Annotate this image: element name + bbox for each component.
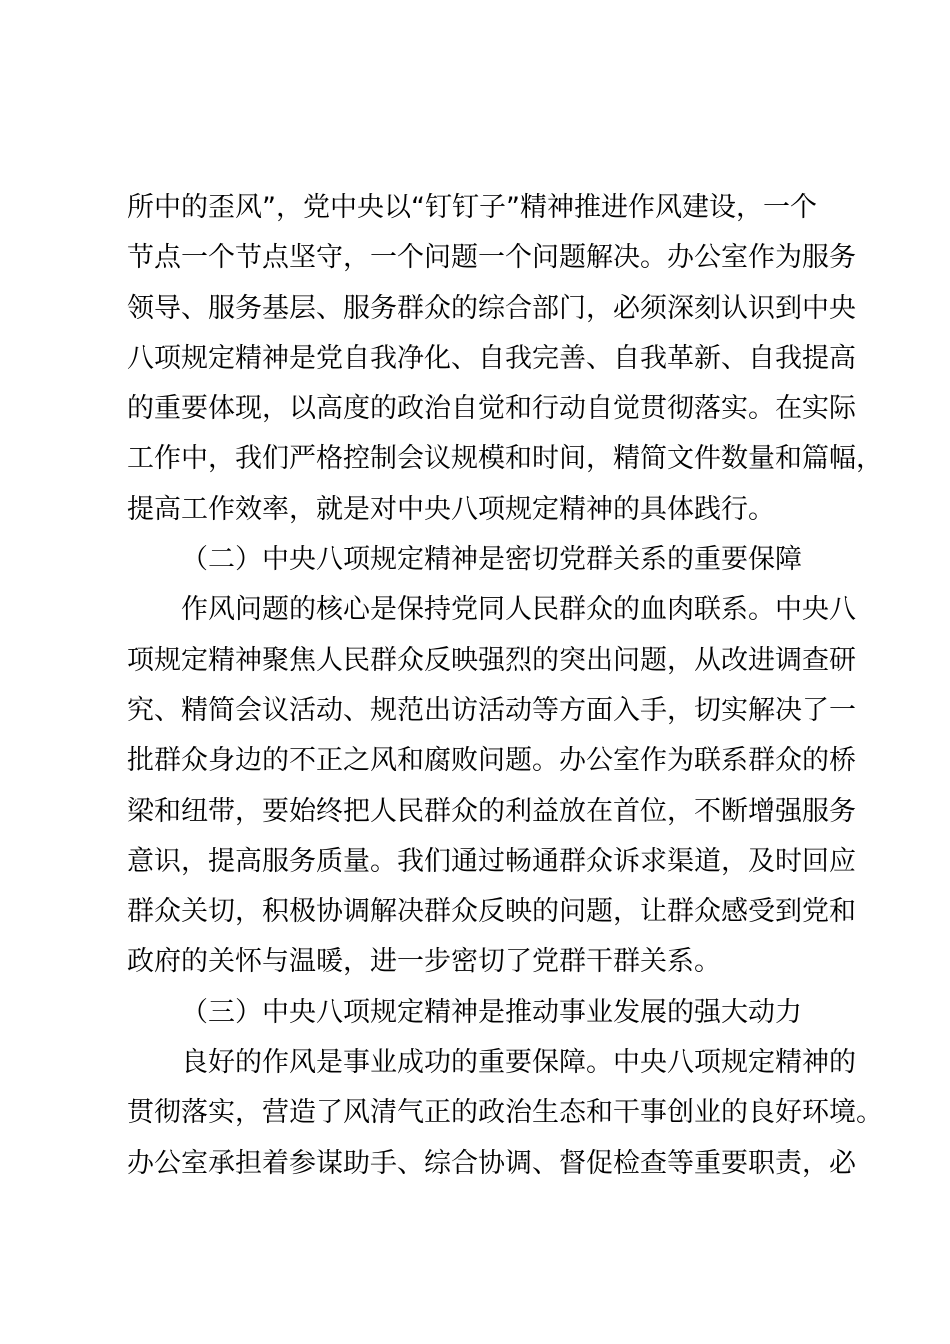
text-line: 意识，提高服务质量。我们通过畅通群众诉求渠道，及时回应 [127,845,856,877]
text-line: 的重要体现，以高度的政治自觉和行动自觉贯彻落实。在实际 [127,393,856,425]
text-line: 政府的关怀与温暖，进一步密切了党群干群关系。 [127,946,721,978]
text-line: 究、精简会议活动、规范出访活动等方面入手，切实解决了一 [127,694,856,726]
paragraph-first-line: 良好的作风是事业成功的重要保障。中央八项规定精神的 [181,1047,856,1079]
text-line: 节点一个节点坚守，一个问题一个问题解决。办公室作为服务 [127,242,856,274]
text-line: 项规定精神聚焦人民群众反映强烈的突出问题，从改进调查研 [127,644,856,676]
document-body [127,183,883,1189]
text-line: 工作中，我们严格控制会议规模和时间，精简文件数量和篇幅， [127,443,883,475]
text-line: 领导、服务基层、服务群众的综合部门，必须深刻认识到中央 [127,292,856,324]
text-line: 所中的歪风”，党中央以“钉钉子”精神推进作风建设，一个 [127,192,817,223]
section-heading: （二）中央八项规定精神是密切党群关系的重要保障 [181,544,802,576]
text-line: 梁和纽带，要始终把人民群众的利益放在首位，不断增强服务 [127,795,856,827]
section-heading: （三）中央八项规定精神是推动事业发展的强大动力 [181,996,802,1028]
text-line: 贯彻落实，营造了风清气正的政治生态和干事创业的良好环境。 [127,1097,883,1129]
text-line: 提高工作效率，就是对中央八项规定精神的具体践行。 [127,493,775,525]
paragraph-first-line: 作风问题的核心是保持党同人民群众的血肉联系。中央八 [181,594,856,626]
text-line: 八项规定精神是党自我净化、自我完善、自我革新、自我提高 [127,342,856,374]
text-line: 办公室承担着参谋助手、综合协调、督促检查等重要职责，必 [127,1147,856,1179]
text-line: 批群众身边的不正之风和腐败问题。办公室作为联系群众的桥 [127,745,856,777]
text-line: 群众关切，积极协调解决群众反映的问题，让群众感受到党和 [127,896,856,928]
